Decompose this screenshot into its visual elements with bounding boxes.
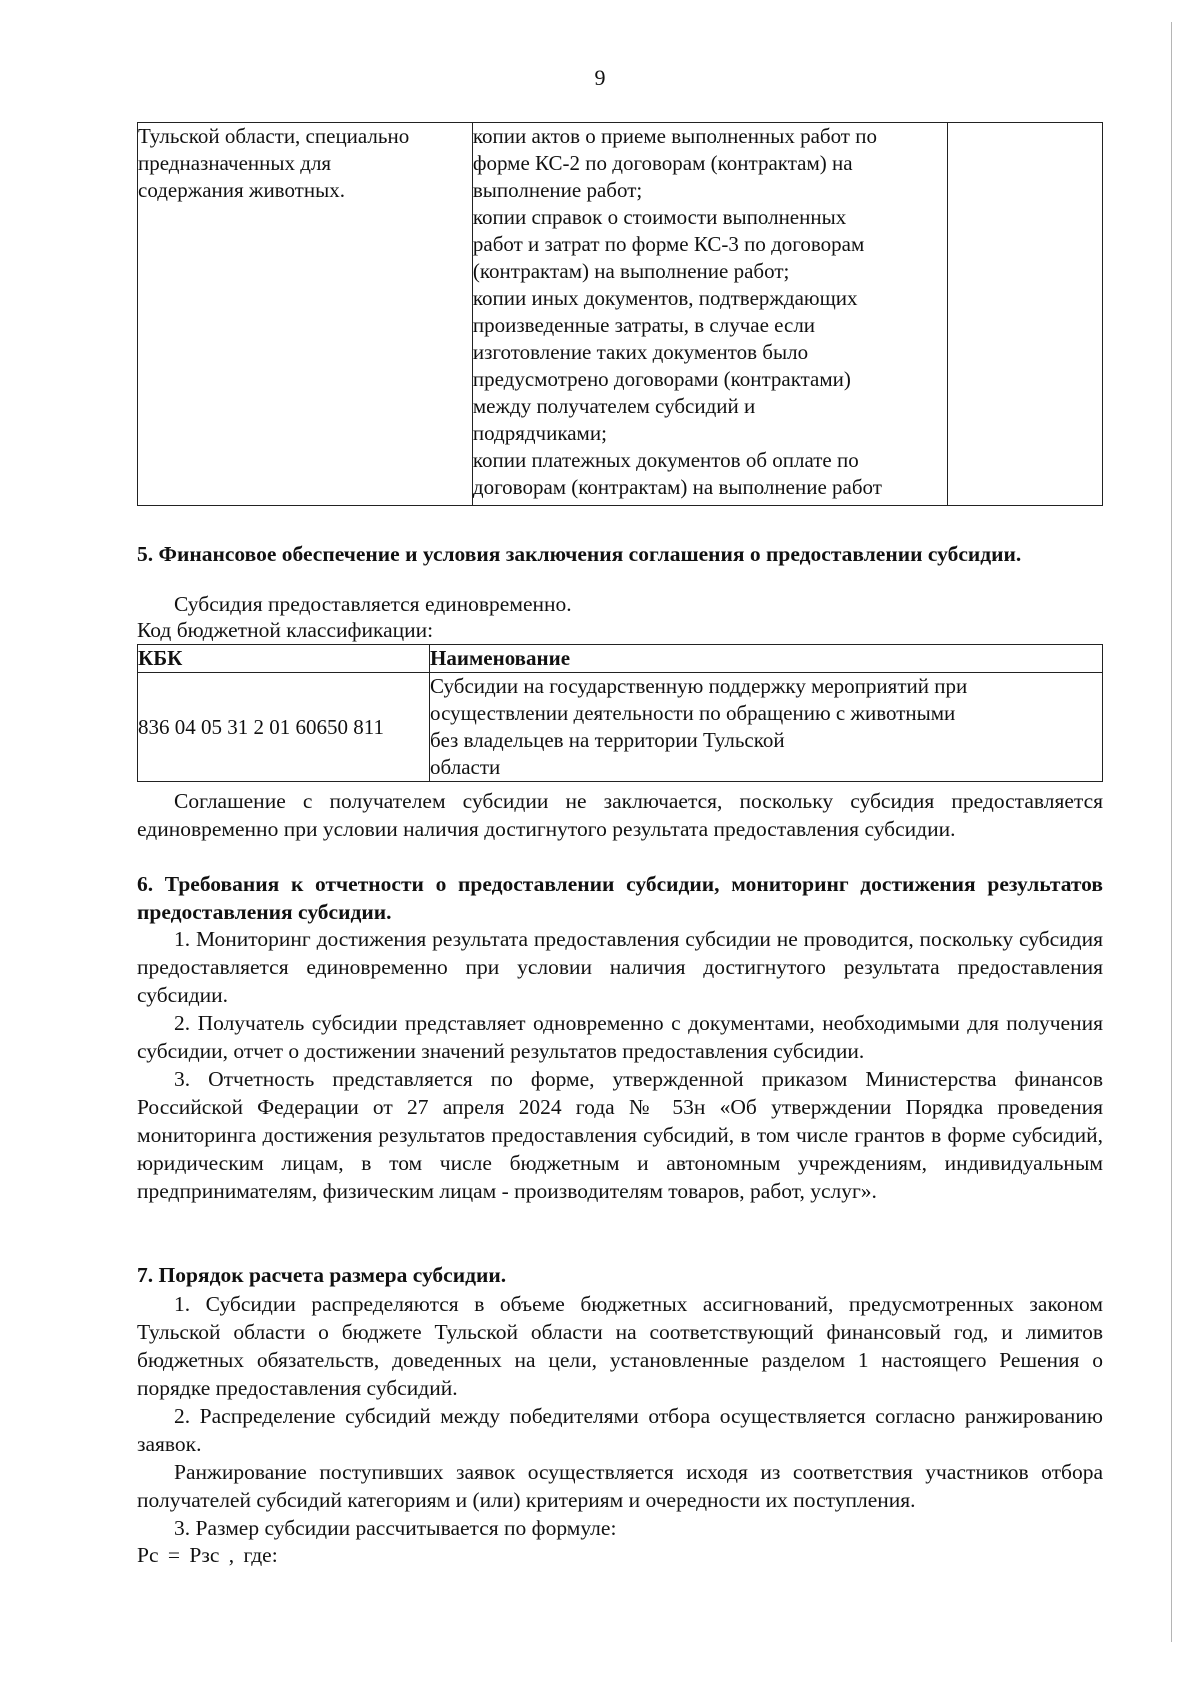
table-cell-documents [472,123,947,506]
table-row [138,123,1103,506]
section-7-paragraph-4: 3. Размер субсидии рассчитывается по формуле: [174,1516,617,1540]
section-6-paragraph-2: 2. Получатель субсидии представляет одновременно с документами, необходимыми для получения субсидии, отчет о достижении значений результатов предоставления субсидии. [137,1011,1103,1063]
header-kbk: КБК [138,645,430,673]
section-7-paragraph-1: 1. Субсидии распределяются в объеме бюджетных ассигнований, предусмотренных законом Тульской области о бюджете Тульской области на соответствующий финансовый год, и лимитов бюджетных обязательств, доведенных на цели, установленные разделом 1 настоящего Решения о порядке предоставления субсидий. [137,1292,1103,1400]
table-row [138,673,1103,782]
kbk-value: 836 04 05 31 2 01 60650 811 [138,673,430,782]
cell-text: копии актов о приеме выполненных работ по форме КС-2 по договорам (контрактам) на выполнение работ; копии справок о стоимости выполненных работ и затрат по форме КС-3 по договорам (контрактам) на выполнение работ; копии иных документов, подтверждающих произведенные затраты, в случае если изготовление таких документов было предусмотрено договорами (контрактами) между получателем субсидий и подрядчиками; копии платежных документов об оплате по договорам (контрактам) на выполнение работ [472,124,882,499]
documents-table [137,122,1103,506]
cell-text: Тульской области, специально предназначенных для содержания животных. [138,124,410,202]
cell-text: Субсидии на государственную поддержку мероприятий при осуществлении деятельности по обращению с животными без владельцев на территории Тульской области [430,674,968,779]
formula: Рс = Рзс , где: [137,1543,278,1567]
section-6-title: 6. Требования к отчетности о предоставлении субсидии, мониторинг достижения результатов предоставления субсидии. [137,872,1103,924]
section-5-title: 5. Финансовое обеспечение и условия заключения соглашения о предоставлении субсидии. [137,542,1022,566]
page-edge-line [1171,22,1172,1642]
section-5-paragraph-1: Субсидия предоставляется единовременно. [174,592,572,616]
page-number: 9 [594,65,606,90]
section-6-paragraph-3: 3. Отчетность представляется по форме, утвержденной приказом Министерства финансов Российской Федерации от 27 апреля 2024 года № 53н «Об утверждении Порядка проведения мониторинга достижения результатов предоставления субсидий, в том числе грантов в форме субсидий, юридическим лицам, в том числе бюджетным и автономным учреждениям, индивидуальным предпринимателям, физическим лицам - производителям товаров, работ, услуг». [137,1067,1103,1203]
section-7-paragraph-3: Ранжирование поступивших заявок осуществляется исходя из соответствия участников отбора получателей субсидий категориям и (или) критериям и очередности их поступления. [137,1460,1103,1512]
table-cell-empty [947,123,1102,506]
section-7-title: 7. Порядок расчета размера субсидии. [137,1263,507,1287]
kbk-intro: Код бюджетной классификации: [137,618,434,642]
section-6-paragraph-1: 1. Мониторинг достижения результата предоставления субсидии не проводится, поскольку субсидия предоставляется единовременно при условии наличия достигнутого результата предоставления субсидии. [137,927,1103,1007]
header-name: Наименование [430,645,1103,673]
section-7-paragraph-2: 2. Распределение субсидий между победителями отбора осуществляется согласно ранжированию заявок. [137,1404,1103,1456]
kbk-table [137,644,1103,782]
table-cell-recipient [138,123,473,506]
kbk-name-value [430,673,1103,782]
table-header-row [138,645,1103,673]
section-5-paragraph-2: Соглашение с получателем субсидии не заключается, поскольку субсидия предоставляется единовременно при условии наличия достигнутого результата предоставления субсидии. [137,789,1103,841]
